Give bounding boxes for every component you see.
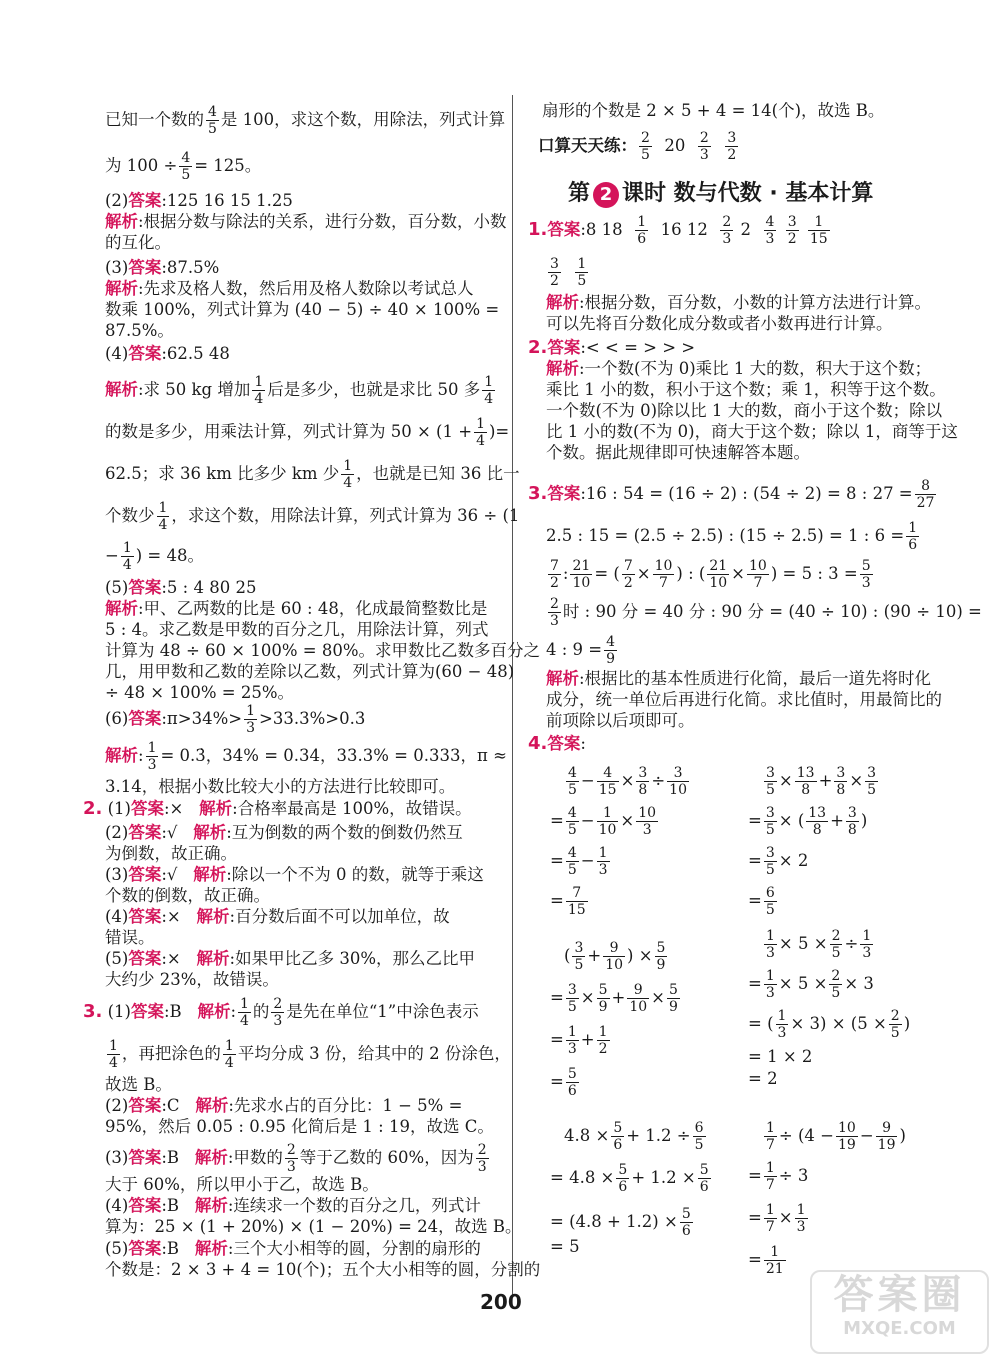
answer-line: (5)答案:B 解析:三个大小相等的圆，分割的扇形的 bbox=[105, 1239, 481, 1258]
line: 比 1 小的数(不为 0)，商大于这个数；除以 1，商等于这 bbox=[546, 422, 958, 441]
line: 大于 60%，所以甲小于乙，故选 B。 bbox=[105, 1175, 379, 1194]
calc-step: = $\frac{1}{7}$ ÷ 3 bbox=[748, 1160, 809, 1193]
line: 为倒数，故正确。 bbox=[105, 844, 237, 863]
calc-step: 4.8 × $\frac{5}{6}$ + 1.2 ÷ $\frac{6}{5}$ bbox=[564, 1120, 704, 1153]
line: 个数。据此规律即可快速解答本题。 bbox=[546, 443, 810, 462]
analysis-line: 解析:根据分数与除法的关系，进行分数，百分数，小数 bbox=[105, 212, 507, 231]
question-2: 2. (1)答案:× 解析:合格率最高是 100%，故错误。 bbox=[83, 798, 472, 819]
calc-step: = $\frac{7}{15}$ bbox=[550, 885, 586, 918]
calc-step: ( $\frac{3}{5}$ + $\frac{9}{10}$ ) × $\frac{5}{9}$ bbox=[564, 940, 666, 973]
analysis-line: 解析:甲、乙两数的比是 60 : 48，化成最简整数比是 bbox=[105, 599, 488, 618]
calc-step: = 1 × 2 bbox=[748, 1047, 813, 1066]
line: 故选 B。 bbox=[105, 1075, 172, 1094]
question-1: 1.答案:8 18 $\frac{1}{6}$ 16 12 $\frac{2}{3}$ 2 $\frac{4}{3}$ $\frac{3}{2}$ $\frac{1}{15}$ bbox=[528, 214, 828, 247]
oral-practice: 口算天天练： $\frac{2}{5}$ 20 $\frac{2}{3}$ $\frac{3}{2}$ bbox=[538, 130, 737, 163]
calc-step: = 4.8 × $\frac{5}{6}$ + 1.2 × $\frac{5}{6}$ bbox=[550, 1162, 709, 1195]
answer-line: (4)答案:× 解析:百分数后面不可以加单位，故 bbox=[105, 907, 450, 926]
line: 的数是多少，用乘法计算，列式计算为 50 × (1 + $\frac{1}{4}$ )= bbox=[105, 416, 510, 449]
calc-step: = $\frac{1}{3}$ + $\frac{1}{2}$ bbox=[550, 1024, 608, 1057]
calc-step: = $\frac{1}{7}$ × $\frac{1}{3}$ bbox=[748, 1202, 806, 1235]
answer-line: (2)答案:125 16 15 1.25 bbox=[105, 191, 293, 210]
line: 87.5%。 bbox=[105, 321, 174, 340]
column-divider bbox=[512, 95, 513, 1295]
calc-step: $\frac{1}{7}$ ÷ (4 − $\frac{10}{19}$ − $\frac{9}{19}$ ) bbox=[766, 1120, 906, 1153]
answer-line: (6)答案:π>34%> $\frac{1}{3}$ >33.3%>0.3 bbox=[105, 703, 366, 736]
calc-step: = $\frac{6}{5}$ bbox=[748, 885, 775, 918]
calc-step: = 2 bbox=[748, 1069, 778, 1088]
answer-line: (3)答案:√ 解析:除以一个不为 0 的数，就等于乘这 bbox=[105, 865, 484, 884]
line: ÷ 48 × 100% = 25%。 bbox=[105, 683, 295, 702]
answer-line: (4)答案:62.5 48 bbox=[105, 344, 230, 363]
line: 个数少 $\frac{1}{4}$ ，求这个数，用除法计算，列式计算为 36 ÷ (1 bbox=[105, 500, 520, 533]
calc-step: = $\frac{4}{5}$ − $\frac{1}{10}$ × $\frac{10}{3}$ bbox=[550, 805, 657, 838]
answer-line: (2)答案:C 解析:先求水占的百分比：1 − 5% = bbox=[105, 1096, 463, 1115]
calc-step: = (4.8 + 1.2) × $\frac{5}{6}$ bbox=[550, 1206, 691, 1239]
question-3: 3. (1)答案:B 解析: $\frac{1}{4}$ 的 $\frac{2}{3}$ 是先在单位“1”中涂色表示 bbox=[83, 996, 479, 1029]
analysis-line: 解析:求 50 kg 增加 $\frac{1}{4}$ 后是多少，也就是求比 50 多 $\frac{1}{4}$ bbox=[105, 374, 494, 407]
answer-line: (5)答案:5 : 4 80 25 bbox=[105, 578, 257, 597]
answer-line: (3)答案:87.5% bbox=[105, 258, 220, 277]
calc-step: = $\frac{4}{5}$ − $\frac{1}{3}$ bbox=[550, 845, 608, 878]
analysis-line: 解析:一个数(不为 0)乘比 1 大的数，积大于这个数； bbox=[546, 359, 932, 378]
watermark-logo: 答案圈 MXQE.COM bbox=[810, 1270, 989, 1354]
question-2: 2.答案:< < = > > > bbox=[528, 337, 696, 358]
line: 为 100 ÷ $\frac{4}{5}$ = 125。 bbox=[105, 150, 262, 183]
line: $\frac{3}{2}$ $\frac{1}{5}$ bbox=[550, 256, 587, 289]
calc-step: $\frac{3}{5}$ × $\frac{13}{8}$ + $\frac{3}{8}$ × $\frac{3}{5}$ bbox=[766, 765, 877, 798]
question-3: 3.答案:16 : 54 = (16 ÷ 2) : (54 ÷ 2) = 8 : 27 = $\frac{8}{27}$ bbox=[528, 478, 935, 511]
line: $\frac{7}{2}$ : $\frac{21}{10}$ = ( $\frac{7}{2}$ × $\frac{10}{7}$ ) : ( $\frac{21}{10}$ × $\frac{10}{7}$ ) = 5 : 3 = $\frac{5}{3}$ bbox=[550, 558, 871, 591]
lesson-title: 第 2 课时 数与代数 · 基本计算 bbox=[568, 181, 874, 206]
line: 个数的倒数，故正确。 bbox=[105, 886, 270, 905]
calc-step: = $\frac{3}{5}$ × $\frac{5}{9}$ + $\frac{9}{10}$ × $\frac{5}{9}$ bbox=[550, 982, 678, 1015]
calc-step: = $\frac{1}{21}$ bbox=[748, 1244, 784, 1277]
line: 乘比 1 小的数，积小于这个数；乘 1，积等于这个数。 bbox=[546, 380, 946, 399]
line: 错误。 bbox=[105, 928, 155, 947]
line: 的互化。 bbox=[105, 233, 171, 252]
line: 几，用甲数和乙数的差除以乙数，列式计算为(60 − 48) bbox=[105, 662, 515, 681]
fraction: $\frac{4}{5}$ bbox=[208, 104, 217, 137]
calc-step: = $\frac{1}{3}$ × 5 × $\frac{2}{5}$ × 3 bbox=[748, 968, 874, 1001]
analysis-line: 解析:先求及格人数，然后用及格人数除以考试总人 bbox=[105, 279, 474, 298]
answer-line: (2)答案:√ 解析:互为倒数的两个数的倒数仍然互 bbox=[105, 823, 463, 842]
line: 算为：25 × (1 + 20%) × (1 − 20%) = 24，故选 B。 bbox=[105, 1217, 522, 1236]
calc-step: = $\frac{5}{6}$ bbox=[550, 1066, 577, 1099]
line: 一个数(不为 0)除以比 1 大的数，商小于这个数；除以 bbox=[546, 401, 943, 420]
line: 已知一个数的 $\frac{4}{5}$ 是 100，求这个数，用除法，列式计算 bbox=[105, 104, 506, 137]
line: 个数是：2 × 3 + 4 = 10(个)；五个大小相等的圆，分割的 bbox=[105, 1260, 541, 1279]
analysis-line: 解析:根据比的基本性质进行化简，最后一道先将时化 bbox=[546, 669, 932, 688]
line: 62.5；求 36 km 比多少 km 少 $\frac{1}{4}$ ，也就是已知 36 比一 bbox=[105, 458, 520, 491]
line: $\frac{1}{4}$ ，再把涂色的 $\frac{1}{4}$ 平均分成 3 份，给其中的 2 份涂色， bbox=[109, 1038, 511, 1071]
line: 5 : 4。求乙数是甲数的百分之几，用除法计算，列式 bbox=[105, 620, 489, 639]
line: 成分，统一单位后再进行化简。求比值时，用最简比的 bbox=[546, 690, 942, 709]
line: 扇形的个数是 2 × 5 + 4 = 14(个)，故选 B。 bbox=[542, 101, 885, 120]
analysis-line: 解析: $\frac{1}{3}$ = 0.3̇，34% = 0.34，33.3% = 0.333，π ≈ bbox=[105, 740, 507, 773]
line: 数乘 100%，列式计算为 (40 − 5) ÷ 40 × 100% = bbox=[105, 300, 500, 319]
line: 计算为 48 ÷ 60 × 100% = 80%。求甲数比乙数多百分之 bbox=[105, 641, 541, 660]
calc-step: $\frac{4}{5}$ − $\frac{4}{15}$ × $\frac{3}{8}$ ÷ $\frac{3}{10}$ bbox=[568, 765, 687, 798]
line: 3.14，根据小数比较大小的方法进行比较即可。 bbox=[105, 777, 456, 796]
page-number: 200 bbox=[480, 1290, 522, 1314]
fraction: $\frac{4}{5}$ bbox=[181, 150, 191, 183]
question-4: 4.答案: bbox=[528, 733, 586, 754]
line: 95%，然后 0.05 : 0.95 化简后是 1 : 19，故选 C。 bbox=[105, 1117, 494, 1136]
calc-step: = $\frac{3}{5}$ × ( $\frac{13}{8}$ + $\frac{3}{8}$ ) bbox=[748, 805, 868, 838]
line: 前项除以后项即可。 bbox=[546, 711, 695, 730]
analysis-line: 解析:根据分数，百分数，小数的计算方法进行计算。 bbox=[546, 293, 932, 312]
line: $\frac{2}{3}$ 时 : 90 分 = 40 分 : 90 分 = (40 ÷ 10) : (90 ÷ 10) = bbox=[550, 596, 982, 629]
line: − $\frac{1}{4}$ ) = 48。 bbox=[105, 540, 204, 573]
calc-step: = $\frac{3}{5}$ × 2 bbox=[748, 845, 809, 878]
line: 2.5 : 15 = (2.5 ÷ 2.5) : (15 ÷ 2.5) = 1 : 6 = $\frac{1}{6}$ bbox=[546, 520, 918, 553]
calc-step: = 5 bbox=[550, 1237, 580, 1256]
calc-step: = ( $\frac{1}{3}$ × 3) × (5 × $\frac{2}{5}$ ) bbox=[748, 1008, 911, 1041]
line: 大约少 23%，故错误。 bbox=[105, 970, 279, 989]
answer-line: (4)答案:B 解析:连续求一个数的百分之几，列式计 bbox=[105, 1196, 481, 1215]
calc-step: $\frac{1}{3}$ × 5 × $\frac{2}{5}$ ÷ $\frac{1}{3}$ bbox=[766, 928, 872, 961]
answer-line: (3)答案:B 解析:甲数的 $\frac{2}{3}$ 等于乙数的 60%，因为 $\frac{2}{3}$ bbox=[105, 1142, 487, 1175]
line: 4 : 9 = $\frac{4}{9}$ bbox=[546, 634, 616, 667]
answer-line: (5)答案:× 解析:如果甲比乙多 30%，那么乙比甲 bbox=[105, 949, 475, 968]
line: 可以先将百分数化成分数或者小数再进行计算。 bbox=[546, 314, 893, 333]
